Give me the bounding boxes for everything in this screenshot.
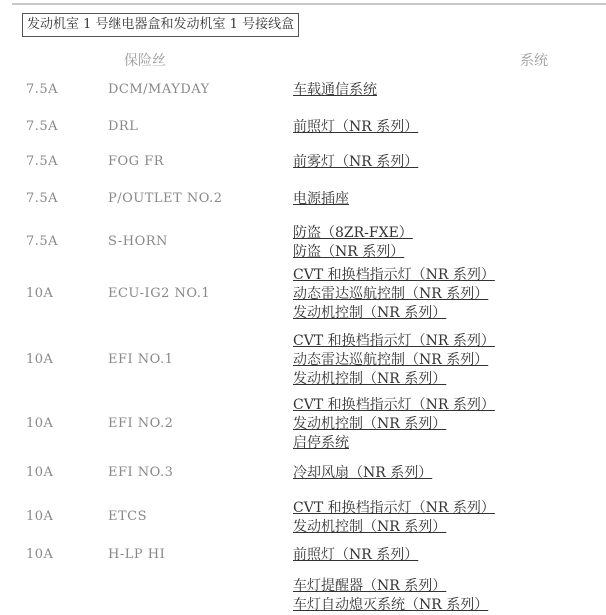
system-link[interactable]: CVT 和换档指示灯（NR 系列） [293, 397, 495, 413]
fuse-row [0, 499, 606, 537]
system-link[interactable]: 车载通信系统 [293, 82, 377, 98]
system-links [293, 499, 495, 537]
system-links [293, 464, 432, 483]
fuse-row [0, 577, 606, 615]
fuse-name: DRL [108, 118, 139, 134]
fuse-amperage: 10A [26, 464, 54, 480]
fuse-amperage: 7.5A [26, 153, 59, 169]
system-links [293, 396, 495, 453]
system-link[interactable]: 车灯提醒器（NR 系列） [293, 578, 447, 594]
fuse-row [0, 546, 606, 565]
system-link[interactable]: 动态雷达巡航控制（NR 系列） [293, 286, 489, 302]
fuse-amperage: 10A [26, 285, 54, 301]
system-links [293, 81, 377, 100]
fuse-amperage: 7.5A [26, 190, 59, 206]
fuse-name: EFI NO.3 [108, 464, 174, 480]
system-link[interactable]: 发动机控制（NR 系列） [293, 416, 447, 432]
system-links [293, 546, 418, 565]
system-link[interactable]: CVT 和换档指示灯（NR 系列） [293, 267, 495, 283]
fuse-row [0, 190, 606, 209]
system-column-header: 系统 [520, 53, 548, 69]
fuse-amperage: 7.5A [26, 81, 59, 97]
system-link[interactable]: 冷却风扇（NR 系列） [293, 465, 433, 481]
fuse-row [0, 396, 606, 453]
fuse-amperage: 7.5A [26, 118, 59, 134]
system-link[interactable]: 前照灯（NR 系列） [293, 119, 419, 135]
fuse-row [0, 153, 606, 172]
fuse-row [0, 81, 606, 100]
fuse-name: DCM/MAYDAY [108, 81, 210, 97]
fuse-name: FOG FR [108, 153, 165, 169]
fuse-amperage: 10A [26, 415, 54, 431]
system-link[interactable]: 防盗（8ZR-FXE） [293, 225, 413, 241]
fuse-row [0, 118, 606, 137]
fuse-amperage: 10A [26, 351, 54, 367]
system-link[interactable]: CVT 和换档指示灯（NR 系列） [293, 333, 495, 349]
fuse-name: H-LP HI [108, 546, 166, 562]
system-link[interactable]: 防盗（NR 系列） [293, 244, 405, 260]
system-link[interactable]: 电源插座 [293, 191, 349, 207]
fuse-name: P/OUTLET NO.2 [108, 190, 223, 206]
system-link[interactable]: 动态雷达巡航控制（NR 系列） [293, 352, 489, 368]
system-link[interactable]: 启停系统 [293, 435, 349, 451]
system-link[interactable]: CVT 和换档指示灯（NR 系列） [293, 500, 495, 516]
system-link[interactable]: 车灯自动熄灭系统（NR 系列） [293, 597, 489, 613]
system-links [293, 153, 418, 172]
top-divider [12, 3, 606, 5]
system-link[interactable]: 前雾灯（NR 系列） [293, 154, 419, 170]
fuse-amperage: 10A [26, 509, 54, 524]
fuse-name: EFI NO.2 [108, 415, 174, 431]
system-link[interactable]: 前照灯（NR 系列） [293, 547, 419, 563]
system-links [293, 118, 418, 137]
system-links [293, 266, 495, 323]
fuse-row [0, 464, 606, 483]
system-links [293, 577, 488, 615]
fuse-name: EFI NO.1 [108, 351, 174, 367]
fuse-amperage: 7.5A [26, 234, 59, 249]
system-link[interactable]: 发动机控制（NR 系列） [293, 305, 447, 321]
fuse-row [0, 266, 606, 323]
system-links [293, 224, 413, 262]
fuse-amperage: 10A [26, 546, 54, 562]
system-link[interactable]: 发动机控制（NR 系列） [293, 371, 447, 387]
fuse-name: S-HORN [108, 234, 168, 249]
fuse-name: ETCS [108, 509, 148, 524]
fuse-name: ECU-IG2 NO.1 [108, 285, 211, 301]
system-links [293, 190, 349, 209]
fuse-row [0, 224, 606, 262]
fuse-row [0, 332, 606, 389]
section-title: 发动机室 1 号继电器盒和发动机室 1 号接线盒 [22, 13, 299, 37]
fuse-column-header: 保险丝 [124, 53, 166, 69]
system-link[interactable]: 发动机控制（NR 系列） [293, 519, 447, 535]
system-links [293, 332, 495, 389]
